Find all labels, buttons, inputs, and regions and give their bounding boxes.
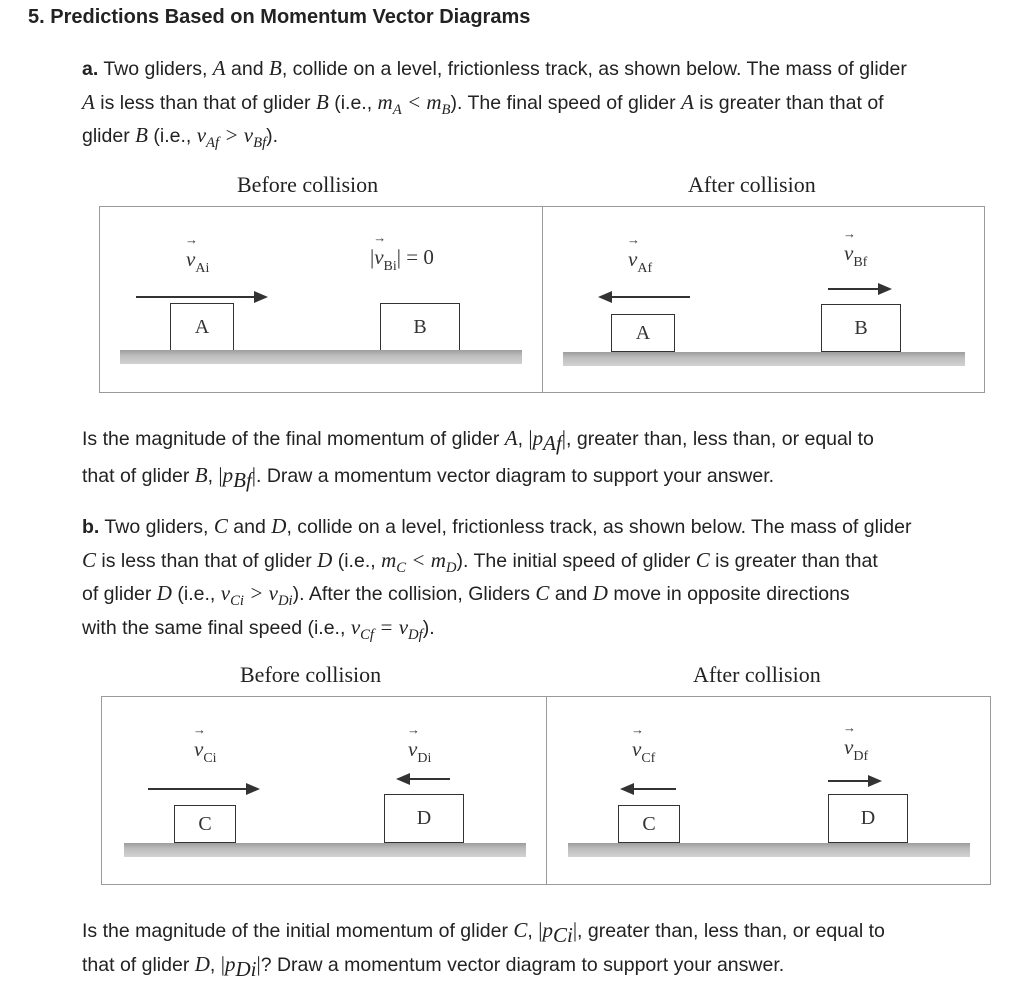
part-a-before-caption: Before collision [237, 172, 379, 197]
part-b-before-caption: Before collision [240, 662, 382, 687]
track-a-after [563, 352, 965, 366]
velocity-label-bi: |→ $v_{Bi}| = 0$ [370, 245, 434, 275]
arrow-right-icon [826, 281, 896, 297]
glider-b-after: B [821, 304, 901, 352]
velocity-label-af: → $v_{Af}$ [628, 247, 652, 277]
glider-d-before: D [384, 794, 464, 843]
track-b-after [568, 843, 970, 857]
part-a-question: Is the magnitude of the final momentum of glider A, $|p_{Af}|$, greater than, less than, or equal to that of glider B, $|p_{Bf}|$. Draw a momentum vector diagram to support your answer. [82, 426, 874, 493]
velocity-label-di: → $v_{Di}$ [408, 737, 431, 767]
velocity-label-df: → $v_{Df}$ [844, 735, 868, 765]
arrow-right-icon [826, 773, 886, 789]
part-b-diagram [101, 696, 991, 885]
velocity-label-bf: → $v_{Bf}$ [844, 241, 867, 271]
section-title: 5. Predictions Based on Momentum Vector Diagrams [28, 6, 531, 28]
velocity-label-cf: → $v_{Cf}$ [632, 737, 655, 767]
glider-d-after: D [828, 794, 908, 843]
glider-a-after: A [611, 314, 675, 352]
velocity-label-ai: → $v_{Ai}$ [186, 247, 209, 277]
part-b-after-caption: After collision [693, 662, 821, 687]
glider-c-before: C [174, 805, 236, 843]
glider-b-before: B [380, 303, 460, 351]
part-a-diagram [99, 206, 985, 393]
arrow-right-icon [146, 781, 266, 797]
track-b-before [124, 843, 526, 857]
velocity-label-ci: → $v_{Ci}$ [194, 737, 217, 767]
part-b-question: Is the magnitude of the initial momentum of glider C, $|p_{Ci}|$, greater than, less than, or equal to that of glider D, $|p_{Di}|$? Draw a momentum vector diagram to support your answer. [82, 918, 885, 982]
glider-a-before: A [170, 303, 234, 351]
part-a-after-caption: After collision [688, 172, 816, 197]
arrow-left-icon [394, 771, 454, 787]
part-b-intro: b. Two gliders, C and D, collide on a level, frictionless track, as shown below. The mass of glider C is less than that of glider D (i.e., $m_C < m_D$). The initial speed of glider C is greater than that of glider D (i.e., $v_{Ci} > v_{Di}$). After the collision, Gliders C and D move in opposite directions with the same final speed (i.e., $v_{Cf} = v_{Df}$). [82, 514, 912, 643]
arrow-left-icon [618, 781, 680, 797]
part-a-intro: a. Two gliders, A and B, collide on a level, frictionless track, as shown below. The mass of glider A is less than that of glider B (i.e., $m_A < m_B$). The final speed of glider A is greater than that of glider B (i.e., $v_{Af} > v_{Bf}$). [82, 56, 907, 152]
track-a-before [120, 350, 522, 364]
arrow-left-icon [596, 289, 696, 305]
glider-c-after: C [618, 805, 680, 843]
